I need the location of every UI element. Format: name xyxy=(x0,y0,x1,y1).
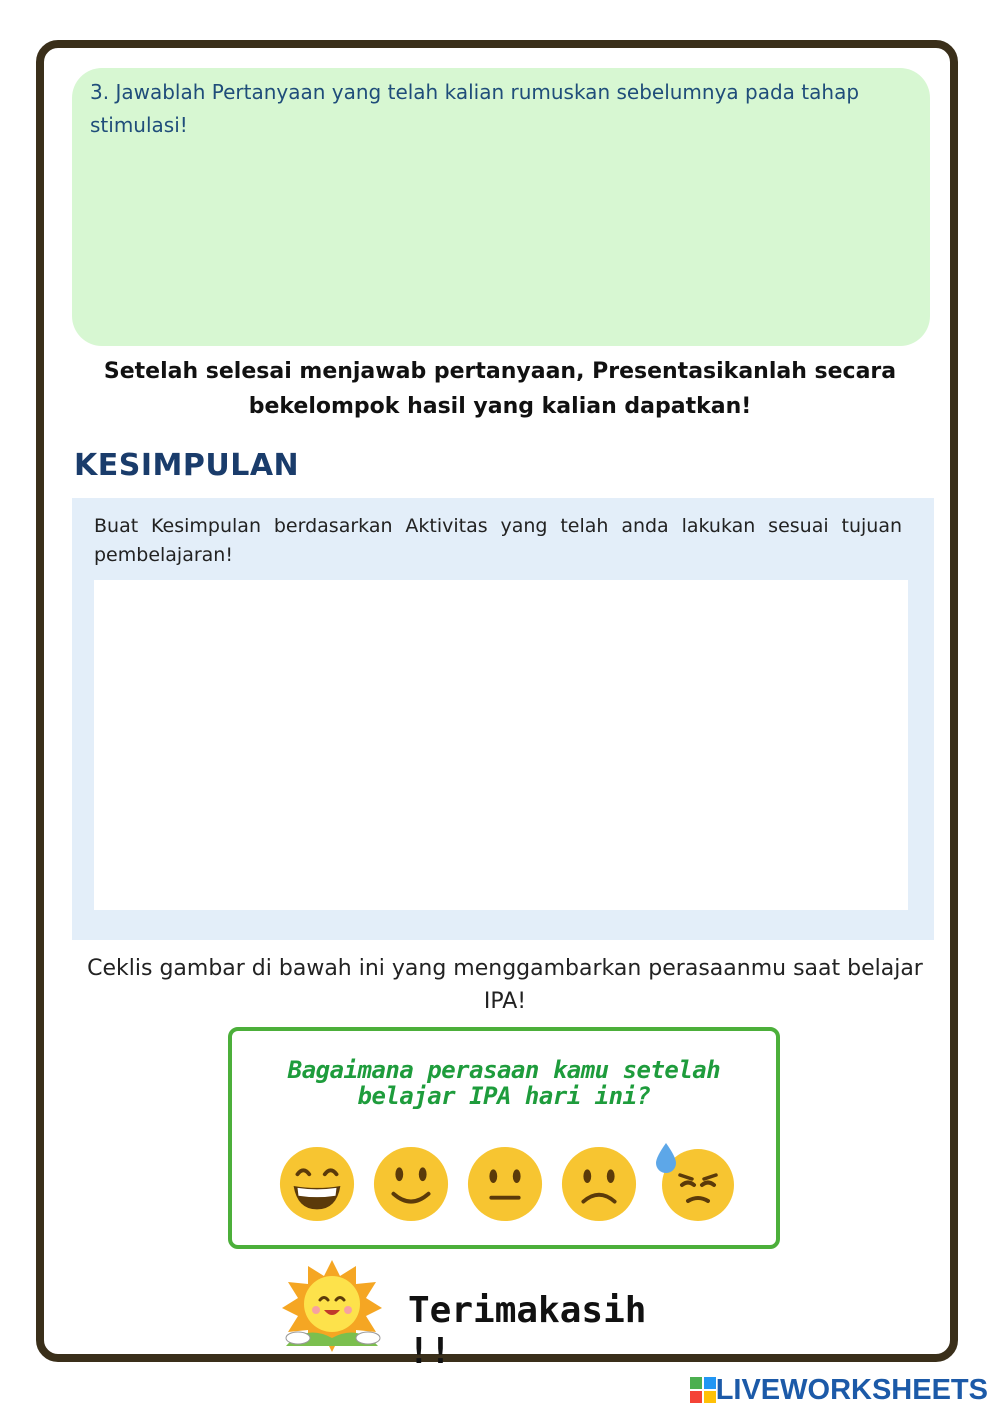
neutral-face-icon[interactable] xyxy=(466,1145,544,1223)
feelings-panel xyxy=(228,1027,780,1249)
conclusion-prompt: Buat Kesimpulan berdasarkan Aktivitas yang telah anda lakukan sesuai tujuan pembelajaran! xyxy=(94,515,902,566)
conclusion-panel xyxy=(72,498,934,940)
slightly-smiling-face-icon[interactable] xyxy=(372,1145,450,1223)
slightly-frowning-face-icon[interactable] xyxy=(560,1145,638,1223)
feelings-question: Bagaimana perasaan kamu setelah belajar IPA hari ini? xyxy=(287,1056,721,1110)
sun-mascot-icon xyxy=(280,1258,384,1354)
closing-row xyxy=(280,1258,680,1372)
emoji-options xyxy=(278,1145,738,1225)
feelings-instruction: Ceklis gambar di bawah ini yang menggambarkan perasaanmu saat belajar IPA! xyxy=(87,956,923,1014)
presentation-instruction: Setelah selesai menjawab pertanyaan, Presentasikanlah secara bekelompok hasil yang kalian dapatkan! xyxy=(103,359,897,419)
grinning-face-icon[interactable] xyxy=(278,1145,356,1223)
liveworksheets-grid-icon xyxy=(690,1377,716,1403)
liveworksheets-logo xyxy=(690,1373,988,1407)
downcast-face-with-sweat-icon[interactable] xyxy=(654,1139,738,1223)
answer-box-question-3[interactable] xyxy=(72,68,930,346)
conclusion-answer-field[interactable] xyxy=(94,580,908,910)
liveworksheets-brand: LIVEWORKSHEETS xyxy=(715,1373,988,1406)
thank-you-text: Terimakasih !! xyxy=(408,1290,647,1372)
section-title-kesimpulan: KESIMPULAN xyxy=(74,448,300,483)
question-3-text: 3. Jawablah Pertanyaan yang telah kalian rumuskan sebelumnya pada tahap stimulasi! xyxy=(90,80,860,137)
